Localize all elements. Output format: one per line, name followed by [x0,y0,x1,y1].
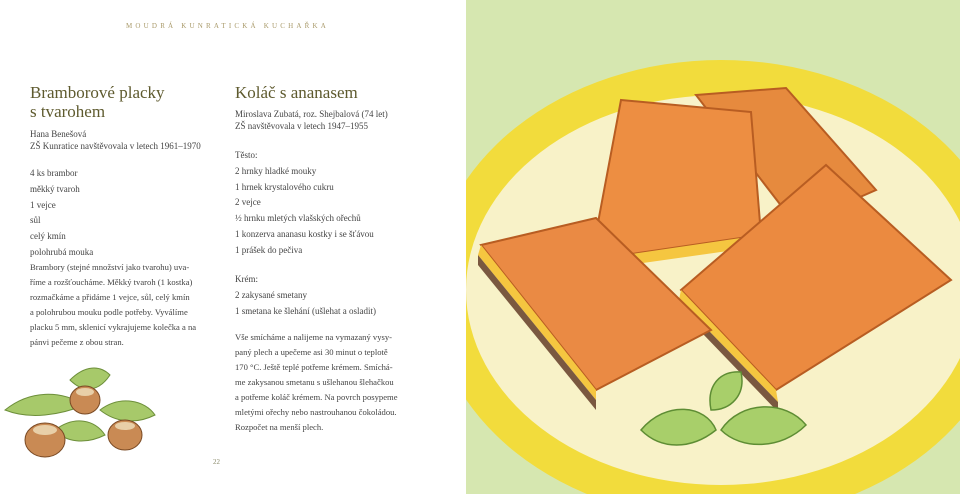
recipe1-title [30,83,220,121]
method-line: a polohrubou mouku podle potřeby. Vyválíme [30,307,188,317]
recipe2-author-block [235,108,465,132]
ingredient: 2 zakysané smetany [235,289,307,300]
recipe1-method [30,260,230,350]
ingredient: celý kmín [30,231,66,242]
ingredient: 1 smetana ke šlehání (ušlehat a osladit) [235,305,376,316]
ingredient: sůl [30,215,41,226]
cake-illustration [466,0,960,494]
recipe2-title: Koláč s ananasem [235,83,358,102]
method-line: Rozpočet na menší plech. [235,422,324,432]
dough-label: Těsto: [235,150,258,160]
ingredient: 1 vejce [30,199,56,210]
ingredient: ½ hrnku mletých vlašských ořechů [235,213,361,224]
method-line: říme a rozšťoucháme. Měkký tvaroh (1 kostka) [30,277,193,287]
recipe1-author: Hana Benešová [30,129,87,139]
method-line: pánvi pečeme z obou stran. [30,337,124,347]
ingredient: polohrubá mouka [30,246,94,257]
ingredient: 1 prášek do pečiva [235,244,303,255]
ingredient: 4 ks brambor [30,168,78,178]
method-line: rozmačkáme a přidáme 1 vejce, sůl, celý kmín [30,292,190,302]
method-line: a potřeme koláč krémem. Na povrch posypeme [235,392,398,402]
recipe1-school: ZŠ Kunratice navštěvovala v letech 1961–1970 [30,141,201,151]
method-line: 170 °C. Ještě teplé potřeme krémem. Smíchá- [235,362,393,372]
ingredient: 2 vejce [235,197,261,208]
hazelnut-illustration [0,360,160,470]
cream-label: Krém: [235,274,258,284]
method-line: Vše smícháme a nalijeme na vymazaný vysy- [235,332,393,342]
recipe1-title-line1: Bramborové placky [30,83,165,102]
ingredient: 2 hrnky hladké mouky [235,165,317,176]
page-number: 22 [213,458,220,466]
recipe1-author-block [30,128,230,152]
method-line: paný plech a upečeme asi 30 minut o teplotě [235,347,388,357]
method-line: mletými ořechy nebo nastrouhanou čokoládou. [235,407,397,417]
cake-piece [591,100,761,260]
recipe2-dough [235,148,465,259]
method-line: Brambory (stejné množství jako tvarohu) uva- [30,262,190,272]
book-header: MOUDRÁ KUNRATICKÁ KUCHAŘKA [126,22,329,30]
ingredient: 1 hrnek krystalového cukru [235,181,334,192]
recipe2-author: Miroslava Zubatá, roz. Shejbalová (74 let) [235,109,388,119]
recipe1-title-line2: s tvarohem [30,102,106,121]
recipe2-cream [235,272,465,319]
recipe1-ingredients [30,166,220,261]
recipe2-method [235,330,465,435]
ingredient: měkký tvaroh [30,183,80,194]
method-line: me zakysanou smetanu s ušlehanou šlehačkou [235,377,394,387]
method-line: placku 5 mm, sklenicí vykrajujeme kolečka a na [30,322,197,332]
recipe2-school: ZŠ navštěvovala v letech 1947–1955 [235,121,368,131]
ingredient: 1 konzerva ananasu kostky i se šťávou [235,228,374,239]
